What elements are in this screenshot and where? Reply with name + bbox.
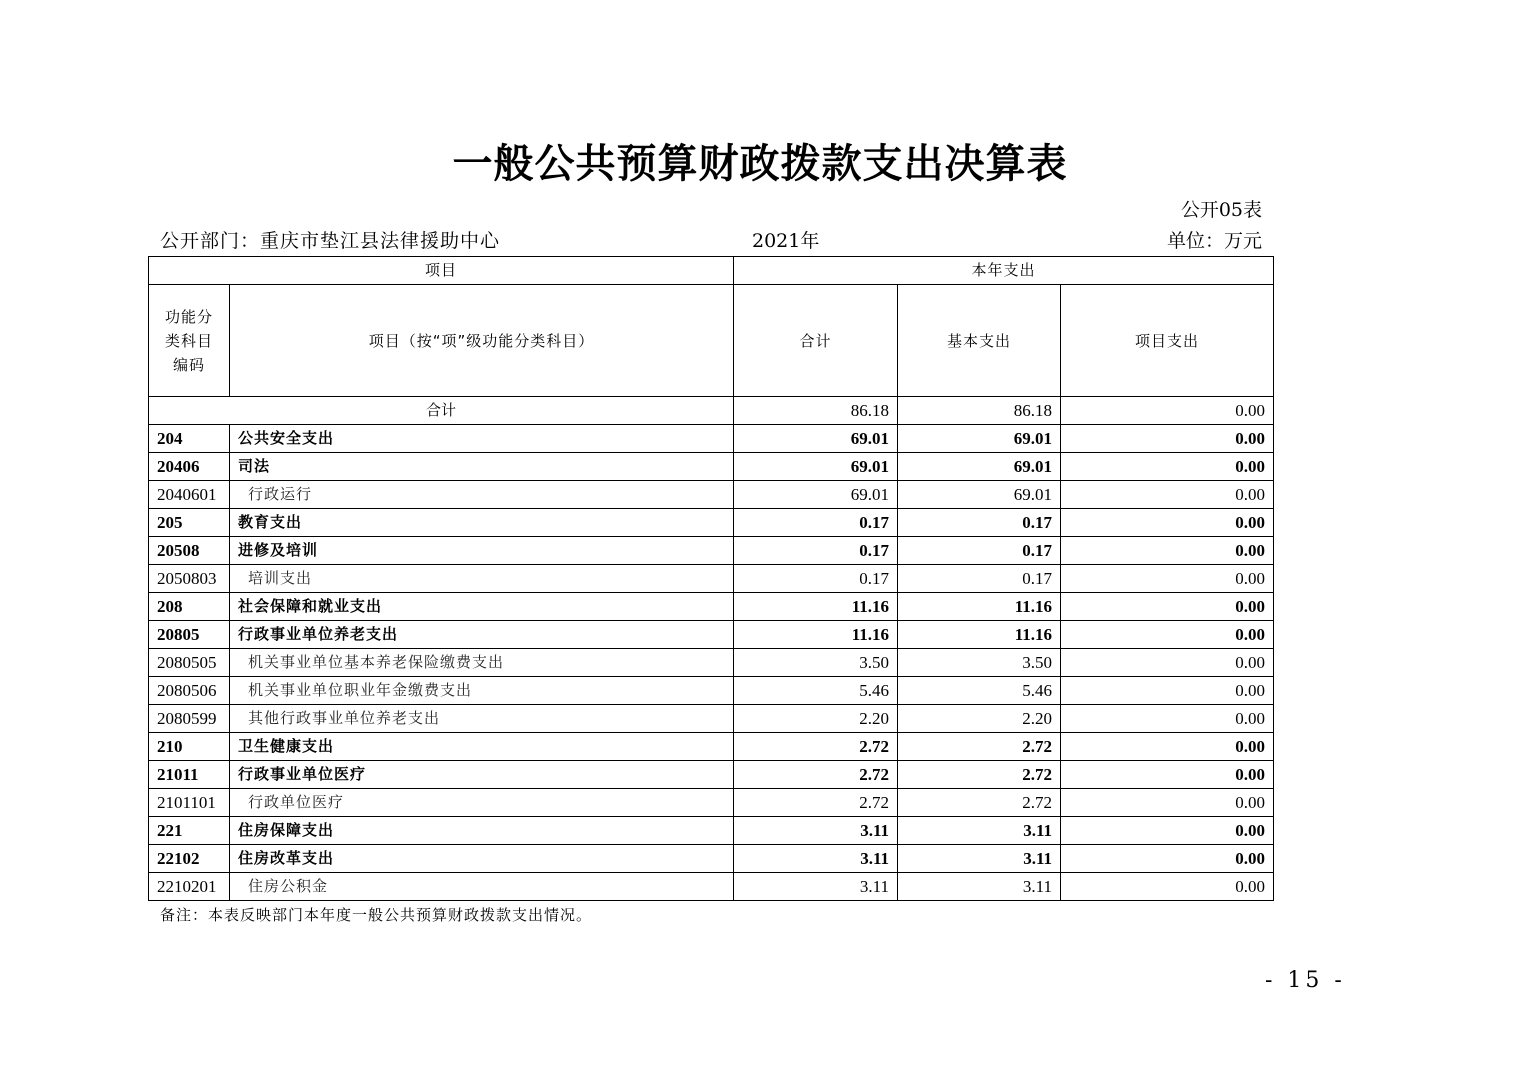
row-basic: 69.01 — [898, 425, 1061, 453]
row-code: 2050803 — [149, 565, 230, 593]
row-total: 69.01 — [734, 481, 898, 509]
row-project: 0.00 — [1061, 593, 1274, 621]
row-project: 0.00 — [1061, 817, 1274, 845]
total-basic: 86.18 — [898, 397, 1061, 425]
row-basic: 3.11 — [898, 845, 1061, 873]
row-code: 221 — [149, 817, 230, 845]
row-basic: 0.17 — [898, 565, 1061, 593]
table-row — [149, 537, 1274, 565]
total-label: 合计 — [149, 397, 734, 425]
row-total: 0.17 — [734, 537, 898, 565]
row-code: 20508 — [149, 537, 230, 565]
row-name: 公共安全支出 — [230, 425, 734, 453]
table-row — [149, 761, 1274, 789]
row-total: 2.72 — [734, 761, 898, 789]
row-name: 卫生健康支出 — [230, 733, 734, 761]
total-project: 0.00 — [1061, 397, 1274, 425]
row-name: 行政运行 — [230, 481, 734, 509]
row-total: 11.16 — [734, 593, 898, 621]
table-row — [149, 593, 1274, 621]
row-project: 0.00 — [1061, 453, 1274, 481]
header-total: 合计 — [734, 285, 898, 397]
row-basic: 0.17 — [898, 537, 1061, 565]
row-name: 培训支出 — [230, 565, 734, 593]
row-total: 69.01 — [734, 453, 898, 481]
row-total: 0.17 — [734, 509, 898, 537]
row-name: 其他行政事业单位养老支出 — [230, 705, 734, 733]
total-row — [149, 397, 1274, 425]
table-row — [149, 565, 1274, 593]
row-code: 2040601 — [149, 481, 230, 509]
row-basic: 3.50 — [898, 649, 1061, 677]
row-total: 3.11 — [734, 845, 898, 873]
row-basic: 69.01 — [898, 481, 1061, 509]
header-item: 项目 — [149, 257, 734, 285]
row-code: 205 — [149, 509, 230, 537]
header-row-columns — [149, 285, 1274, 397]
table-row — [149, 705, 1274, 733]
row-basic: 3.11 — [898, 817, 1061, 845]
header-current-year: 本年支出 — [734, 257, 1274, 285]
table-row — [149, 621, 1274, 649]
row-name: 进修及培训 — [230, 537, 734, 565]
row-project: 0.00 — [1061, 509, 1274, 537]
row-name: 社会保障和就业支出 — [230, 593, 734, 621]
table-row — [149, 733, 1274, 761]
row-code: 204 — [149, 425, 230, 453]
row-name: 行政事业单位养老支出 — [230, 621, 734, 649]
row-total: 69.01 — [734, 425, 898, 453]
row-basic: 5.46 — [898, 677, 1061, 705]
table-row — [149, 481, 1274, 509]
row-name: 机关事业单位基本养老保险缴费支出 — [230, 649, 734, 677]
row-total: 5.46 — [734, 677, 898, 705]
unit-label: 单位：万元 — [1166, 230, 1262, 252]
row-basic: 11.16 — [898, 621, 1061, 649]
header-name: 项目（按“项”级功能分类科目） — [230, 285, 734, 397]
row-code: 208 — [149, 593, 230, 621]
row-name: 行政单位医疗 — [230, 789, 734, 817]
row-project: 0.00 — [1061, 873, 1274, 901]
row-project: 0.00 — [1061, 649, 1274, 677]
row-project: 0.00 — [1061, 481, 1274, 509]
row-code: 210 — [149, 733, 230, 761]
row-code: 2080599 — [149, 705, 230, 733]
row-name: 住房改革支出 — [230, 845, 734, 873]
year-label: 2021年 — [752, 230, 820, 252]
row-project: 0.00 — [1061, 761, 1274, 789]
header-code: 功能分类科目编码 — [149, 285, 230, 397]
row-project: 0.00 — [1061, 565, 1274, 593]
row-basic: 0.17 — [898, 509, 1061, 537]
row-project: 0.00 — [1061, 621, 1274, 649]
row-basic: 11.16 — [898, 593, 1061, 621]
department-label: 公开部门：重庆市垫江县法律援助中心 — [160, 230, 501, 252]
row-name: 教育支出 — [230, 509, 734, 537]
row-name: 司法 — [230, 453, 734, 481]
row-name: 住房公积金 — [230, 873, 734, 901]
table-row — [149, 873, 1274, 901]
row-project: 0.00 — [1061, 733, 1274, 761]
table-row — [149, 649, 1274, 677]
row-total: 11.16 — [734, 621, 898, 649]
row-code: 2101101 — [149, 789, 230, 817]
row-total: 0.17 — [734, 565, 898, 593]
form-number: 公开05表 — [1180, 199, 1262, 221]
header-row-top — [149, 257, 1274, 285]
expenditure-table — [148, 256, 1274, 901]
row-code: 20406 — [149, 453, 230, 481]
table-row — [149, 453, 1274, 481]
row-project: 0.00 — [1061, 537, 1274, 565]
header-project: 项目支出 — [1061, 285, 1274, 397]
table-row — [149, 817, 1274, 845]
row-code: 20805 — [149, 621, 230, 649]
row-basic: 2.72 — [898, 761, 1061, 789]
table-row — [149, 845, 1274, 873]
table-row — [149, 789, 1274, 817]
row-basic: 2.72 — [898, 789, 1061, 817]
row-code: 2210201 — [149, 873, 230, 901]
row-total: 2.72 — [734, 789, 898, 817]
row-code: 2080506 — [149, 677, 230, 705]
row-name: 住房保障支出 — [230, 817, 734, 845]
row-total: 3.11 — [734, 817, 898, 845]
row-name: 行政事业单位医疗 — [230, 761, 734, 789]
row-basic: 2.72 — [898, 733, 1061, 761]
row-basic: 2.20 — [898, 705, 1061, 733]
total-total: 86.18 — [734, 397, 898, 425]
page-number: - 15 - — [1265, 968, 1346, 993]
row-project: 0.00 — [1061, 425, 1274, 453]
table-note: 备注：本表反映部门本年度一般公共预算财政拨款支出情况。 — [160, 906, 593, 924]
row-project: 0.00 — [1061, 705, 1274, 733]
row-name: 机关事业单位职业年金缴费支出 — [230, 677, 734, 705]
row-basic: 3.11 — [898, 873, 1061, 901]
row-code: 2080505 — [149, 649, 230, 677]
row-project: 0.00 — [1061, 677, 1274, 705]
page-title: 一般公共预算财政拨款支出决算表 — [452, 141, 1068, 187]
row-total: 3.11 — [734, 873, 898, 901]
table-row — [149, 425, 1274, 453]
row-basic: 69.01 — [898, 453, 1061, 481]
header-basic: 基本支出 — [898, 285, 1061, 397]
row-total: 3.50 — [734, 649, 898, 677]
row-total: 2.20 — [734, 705, 898, 733]
row-total: 2.72 — [734, 733, 898, 761]
row-project: 0.00 — [1061, 789, 1274, 817]
table-row — [149, 677, 1274, 705]
row-project: 0.00 — [1061, 845, 1274, 873]
row-code: 21011 — [149, 761, 230, 789]
row-code: 22102 — [149, 845, 230, 873]
table-row — [149, 509, 1274, 537]
